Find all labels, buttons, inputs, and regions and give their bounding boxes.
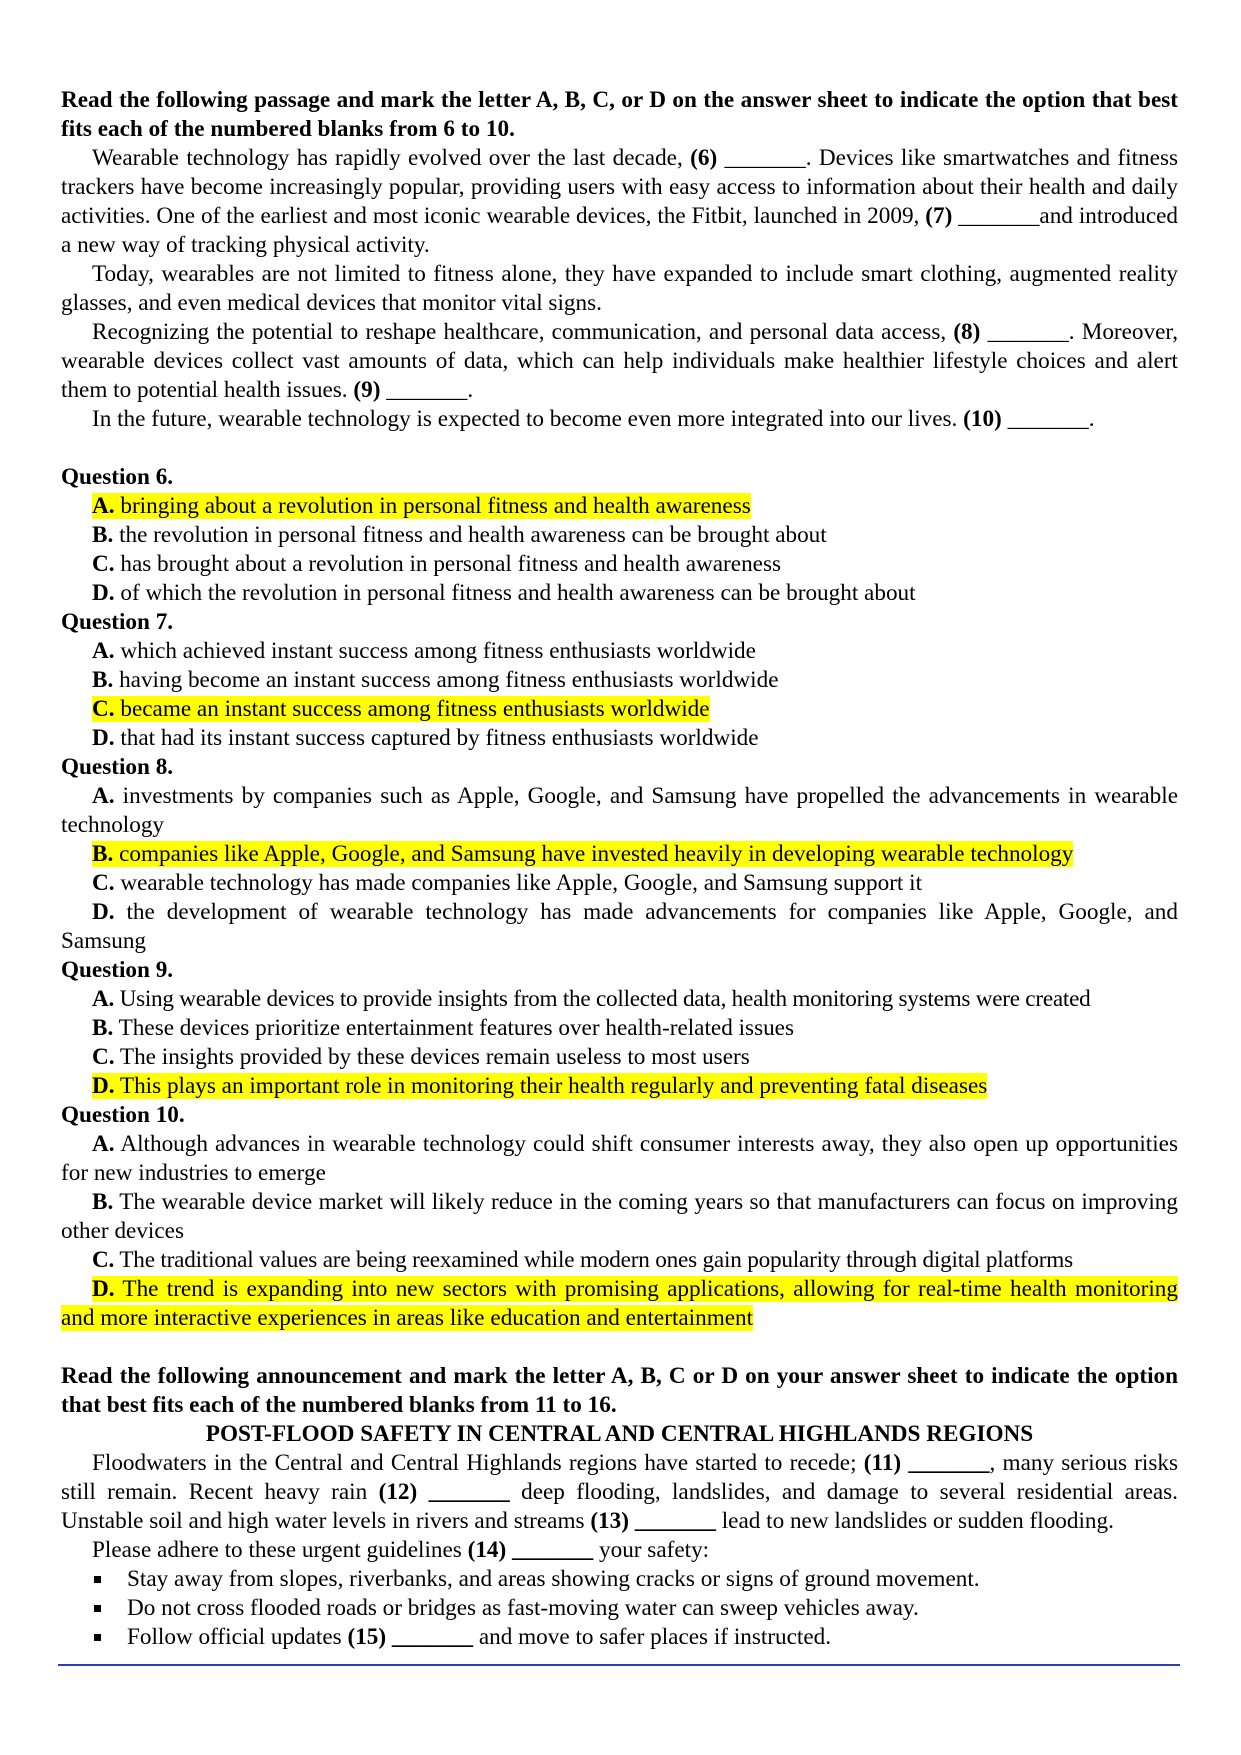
option-text: of which the revolution in personal fitness and health awareness can be brought about: [114, 580, 916, 606]
option-6b: [61, 521, 1178, 550]
option-letter: D.: [92, 725, 115, 751]
section1-instruction: Read the following passage and mark the letter A, B, C, or D on the answer sheet to indicate the option that best fits each of the numbered blanks from 6 to 10.: [61, 87, 1178, 142]
option-text: that had its instant success captured by fitness enthusiasts worldwide: [114, 725, 759, 751]
option-8c: [61, 869, 1178, 898]
blank-13: (13) _______: [590, 1508, 716, 1534]
option-text: the revolution in personal fitness and health awareness can be brought about: [113, 522, 827, 548]
option-9b: [61, 1014, 1178, 1043]
passage-paragraph-1: [61, 144, 1178, 260]
option-text: which achieved instant success among fitness enthusiasts worldwide: [114, 638, 756, 664]
option-text: The insights provided by these devices remain useless to most users: [114, 1044, 750, 1070]
option-10b: [61, 1188, 1178, 1246]
announcement-text: your safety:: [593, 1537, 710, 1563]
blank-15: (15) _______: [347, 1624, 474, 1650]
announcement-title: POST-FLOOD SAFETY IN CENTRAL AND CENTRAL HIGHLANDS REGIONS: [205, 1421, 1034, 1447]
option-7b: [61, 666, 1178, 695]
passage-text: _______and introduced a new way of tracking physical activity.: [61, 203, 1178, 258]
option-text: This plays an important role in monitoring their health regularly and preventing fatal diseases: [114, 1073, 988, 1099]
option-6d: [61, 579, 1178, 608]
option-text: Although advances in wearable technology could shift consumer interests away, they also open up opportunities for new industries to emerge: [61, 1131, 1178, 1186]
option-10a: [61, 1130, 1178, 1188]
option-letter: B.: [92, 667, 114, 693]
option-letter: D.: [92, 580, 115, 606]
question-label: Question 10.: [61, 1102, 185, 1128]
blank-8: (8): [953, 319, 981, 345]
passage-paragraph-2: Today, wearables are not limited to fitness alone, they have expanded to include smart clothing, augmented reality glasses, and even medical devices that monitor vital signs.: [61, 261, 1178, 316]
passage-text: In the future, wearable technology is expected to become even more integrated into our lives.: [92, 406, 964, 432]
announcement-text: lead to new landslides or sudden flooding.: [715, 1508, 1114, 1534]
option-text: The wearable device market will likely reduce in the coming years so that manufacturers can focus on improving other devices: [61, 1189, 1178, 1244]
announcement-text: Floodwaters in the Central and Central Highlands regions have started to recede;: [92, 1450, 864, 1476]
guideline-text: and move to safer places if instructed.: [473, 1624, 832, 1650]
option-letter: C.: [92, 1247, 115, 1273]
option-9c: [61, 1043, 1178, 1072]
option-6c: [61, 550, 1178, 579]
option-letter: A.: [92, 638, 115, 664]
option-text: having become an instant success among fitness enthusiasts worldwide: [113, 667, 779, 693]
option-8a: [61, 782, 1178, 840]
blank-9: (9): [353, 377, 381, 403]
section2-instruction: Read the following announcement and mark the letter A, B, C or D on your answer sheet to indicate the option that best fits each of the numbered blanks from 11 to 16.: [61, 1363, 1178, 1418]
option-8d: [61, 898, 1178, 956]
option-letter: C.: [92, 696, 115, 722]
blank-6: (6): [690, 145, 718, 171]
option-9d: [61, 1072, 1178, 1101]
blank-10: (10): [963, 406, 1002, 432]
option-letter: B.: [92, 1189, 114, 1215]
option-letter: D.: [92, 1276, 115, 1302]
option-text: investments by companies such as Apple, Google, and Samsung have propelled the advancements in wearable technology: [61, 783, 1178, 838]
announcement-text: Please adhere to these urgent guidelines: [92, 1537, 468, 1563]
option-10d: [61, 1275, 1178, 1333]
option-text: wearable technology has made companies like Apple, Google, and Samsung support it: [114, 870, 923, 896]
footer-rule: [58, 1664, 1180, 1666]
question-label: Question 9.: [61, 957, 174, 983]
blank-12: (12) _______: [378, 1479, 510, 1505]
option-letter: A.: [92, 986, 115, 1012]
guideline-item: Do not cross flooded roads or bridges as fast-moving water can sweep vehicles away.: [92, 1594, 1178, 1623]
guideline-text: Follow official updates: [127, 1624, 348, 1650]
option-letter: B.: [92, 1015, 114, 1041]
blank-7: (7): [925, 203, 953, 229]
guideline-list: [61, 1565, 1178, 1652]
option-text: The traditional values are being reexamined while modern ones gain popularity through digital platforms: [114, 1247, 1073, 1273]
option-9a: [61, 985, 1178, 1014]
option-7c: [61, 695, 1178, 724]
passage-text: _______. Moreover, wearable devices collect vast amounts of data, which can help individuals make healthier lifestyle choices and alert them to potential health issues.: [61, 319, 1178, 403]
option-letter: A.: [92, 493, 115, 519]
option-8b: [61, 840, 1178, 869]
passage-paragraph-3: [61, 318, 1178, 405]
question-label: Question 6.: [61, 464, 174, 490]
option-text: Using wearable devices to provide insights from the collected data, health monitoring systems were created: [114, 986, 1091, 1012]
option-text: the development of wearable technology has made advancements for companies like Apple, Google, and Samsung: [61, 899, 1178, 954]
announcement-paragraph-1: [61, 1449, 1178, 1536]
option-7a: [61, 637, 1178, 666]
blank-11: (11) _______: [863, 1450, 990, 1476]
passage-text: _______. Devices like smartwatches and fitness trackers have become increasingly popular, providing users with easy access to information about their health and daily activities. One of the earliest and most iconic wearable devices, the Fitbit, launched in 2009,: [61, 145, 1178, 229]
option-letter: C.: [92, 870, 115, 896]
option-text: companies like Apple, Google, and Samsung have invested heavily in developing wearable technology: [113, 841, 1074, 867]
option-letter: D.: [92, 899, 115, 925]
option-text: The trend is expanding into new sectors with promising applications, allowing for real-time health monitoring and more interactive experiences in areas like education and entertainment: [61, 1276, 1178, 1331]
passage-paragraph-4: [61, 405, 1178, 434]
passage-text: Wearable technology has rapidly evolved over the last decade,: [92, 145, 691, 171]
option-letter: C.: [92, 551, 115, 577]
guideline-item: Stay away from slopes, riverbanks, and areas showing cracks or signs of ground movement.: [92, 1565, 1178, 1594]
exam-page: [61, 86, 1178, 1652]
option-6a: [61, 492, 1178, 521]
passage-text: _______.: [380, 377, 474, 403]
announcement-text: , many serious risks still remain. Recent heavy rain: [61, 1450, 1178, 1505]
guideline-item: [92, 1623, 1178, 1652]
option-7d: [61, 724, 1178, 753]
question-label: Question 7.: [61, 609, 174, 635]
option-text: has brought about a revolution in personal fitness and health awareness: [114, 551, 782, 577]
option-text: became an instant success among fitness enthusiasts worldwide: [114, 696, 710, 722]
question-label: Question 8.: [61, 754, 174, 780]
option-letter: C.: [92, 1044, 115, 1070]
option-letter: B.: [92, 841, 114, 867]
passage-text: Recognizing the potential to reshape healthcare, communication, and personal data access,: [92, 319, 954, 345]
option-letter: A.: [92, 1131, 115, 1157]
option-text: bringing about a revolution in personal fitness and health awareness: [114, 493, 751, 519]
option-10c: [61, 1246, 1178, 1275]
option-letter: B.: [92, 522, 114, 548]
blank-14: (14) _______: [467, 1537, 594, 1563]
announcement-text: deep flooding, landslides, and damage to several residential areas. Unstable soil and high water levels in rivers and streams: [61, 1479, 1178, 1534]
option-letter: A.: [92, 783, 115, 809]
option-letter: D.: [92, 1073, 115, 1099]
option-text: These devices prioritize entertainment features over health-related issues: [113, 1015, 795, 1041]
passage-text: _______.: [1001, 406, 1095, 432]
announcement-paragraph-2: [61, 1536, 1178, 1565]
